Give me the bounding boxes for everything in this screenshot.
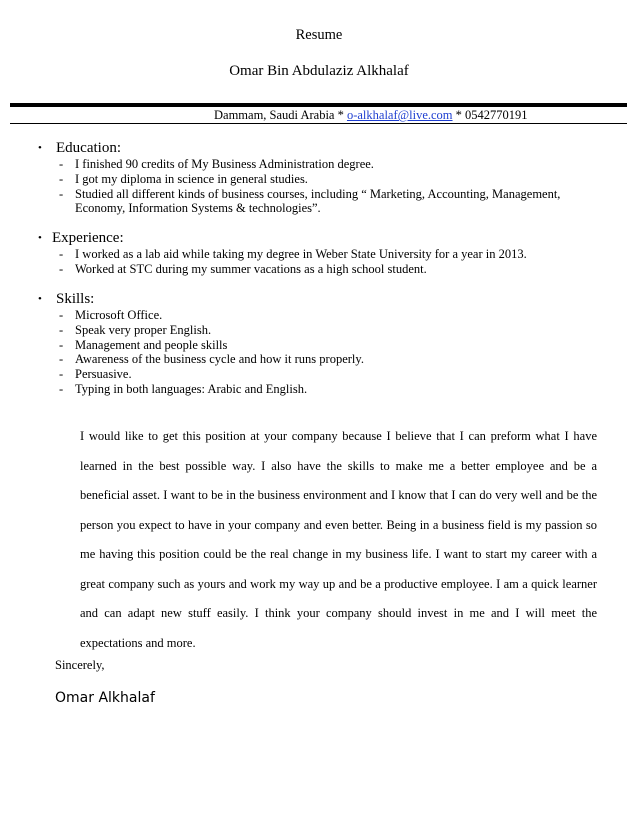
experience-heading: Experience: [52,230,124,246]
contact-line [214,108,528,123]
list-item [0,352,638,367]
bullet-icon: • [38,232,42,244]
skills-heading: Skills: [56,291,95,307]
dash-marker: - [59,367,64,382]
signature-name: Omar Alkhalaf [55,690,155,706]
document-title: Resume [295,27,343,43]
dash-marker: - [59,171,64,186]
list-item-text: Persuasive. [75,367,132,382]
dash-marker: - [59,381,64,396]
list-item-text: Awareness of the business cycle and how it runs properly. [75,352,364,367]
dash-marker: - [59,322,64,337]
list-item [0,262,638,277]
contact-location: Dammam, Saudi Arabia [214,108,335,122]
contact-separator: * [334,108,347,122]
education-section [0,139,638,216]
list-item-text: I got my diploma in science in general studies. [75,171,308,186]
list-item [0,367,638,382]
list-item [0,323,638,338]
education-list [0,157,638,216]
header-rule-thin [10,123,627,124]
contact-separator: * [452,108,466,122]
dash-marker: - [59,261,64,276]
list-item [0,172,638,187]
list-item-text: Speak very proper English. [75,322,212,337]
experience-heading-row [0,229,638,247]
list-item [0,187,638,217]
list-item [0,157,638,172]
list-item-text: Microsoft Office. [75,308,163,322]
dash-marker: - [59,186,64,201]
skills-section [0,290,638,397]
contact-phone: 0542770191 [465,108,528,122]
experience-section [0,229,638,277]
header-rule-thick [10,103,627,107]
list-item [0,247,638,262]
bullet-icon: • [38,293,42,305]
list-item-text: Typing in both languages: Arabic and English. [75,381,308,396]
experience-list [0,247,638,277]
closing-salutation: Sincerely, [55,658,105,672]
list-item-text: I worked as a lab aid while taking my degree in Weber State University for a year in 2013. [75,247,527,261]
education-heading: Education: [56,140,121,156]
list-item-text: Worked at STC during my summer vacations as a high school student. [75,261,427,276]
dash-marker: - [59,157,64,171]
dash-marker: - [59,247,64,261]
cover-letter-paragraph: I would like to get this position at your company because I believe that I can preform what I have learned in the best possible way. I also have the skills to make me a better employee and be a beneficial asset. I want to be in the business environment and I know that I can do very well and be the person you expect to have in your company and even better. Being in a business field is my passion so me having this position could be the real change in my business life. I want to start my career with a great company such as yours and work my way up and be a productive employee. I am a quick learner and can adapt new stuff easily. I think your company should invest in me and I will meet the expectations and more. [80,429,597,650]
list-item [0,338,638,353]
skills-heading-row [0,290,638,308]
list-item [0,308,638,323]
education-heading-row [0,139,638,157]
dash-marker: - [59,308,64,322]
email-link[interactable]: o-alkhalaf@live.com [346,108,453,122]
list-item [0,382,638,397]
dash-marker: - [59,352,64,367]
list-item-text: Management and people skills [75,337,228,352]
applicant-name: Omar Bin Abdulaziz Alkhalaf [229,63,409,79]
bullet-icon: • [38,142,42,154]
dash-marker: - [59,337,64,352]
skills-list [0,308,638,397]
list-item-text: Studied all different kinds of business courses, including “ Marketing, Accounting, Management, Economy, Information Systems & technologies”. [75,186,561,216]
list-item-text: I finished 90 credits of My Business Administration degree. [75,157,374,171]
